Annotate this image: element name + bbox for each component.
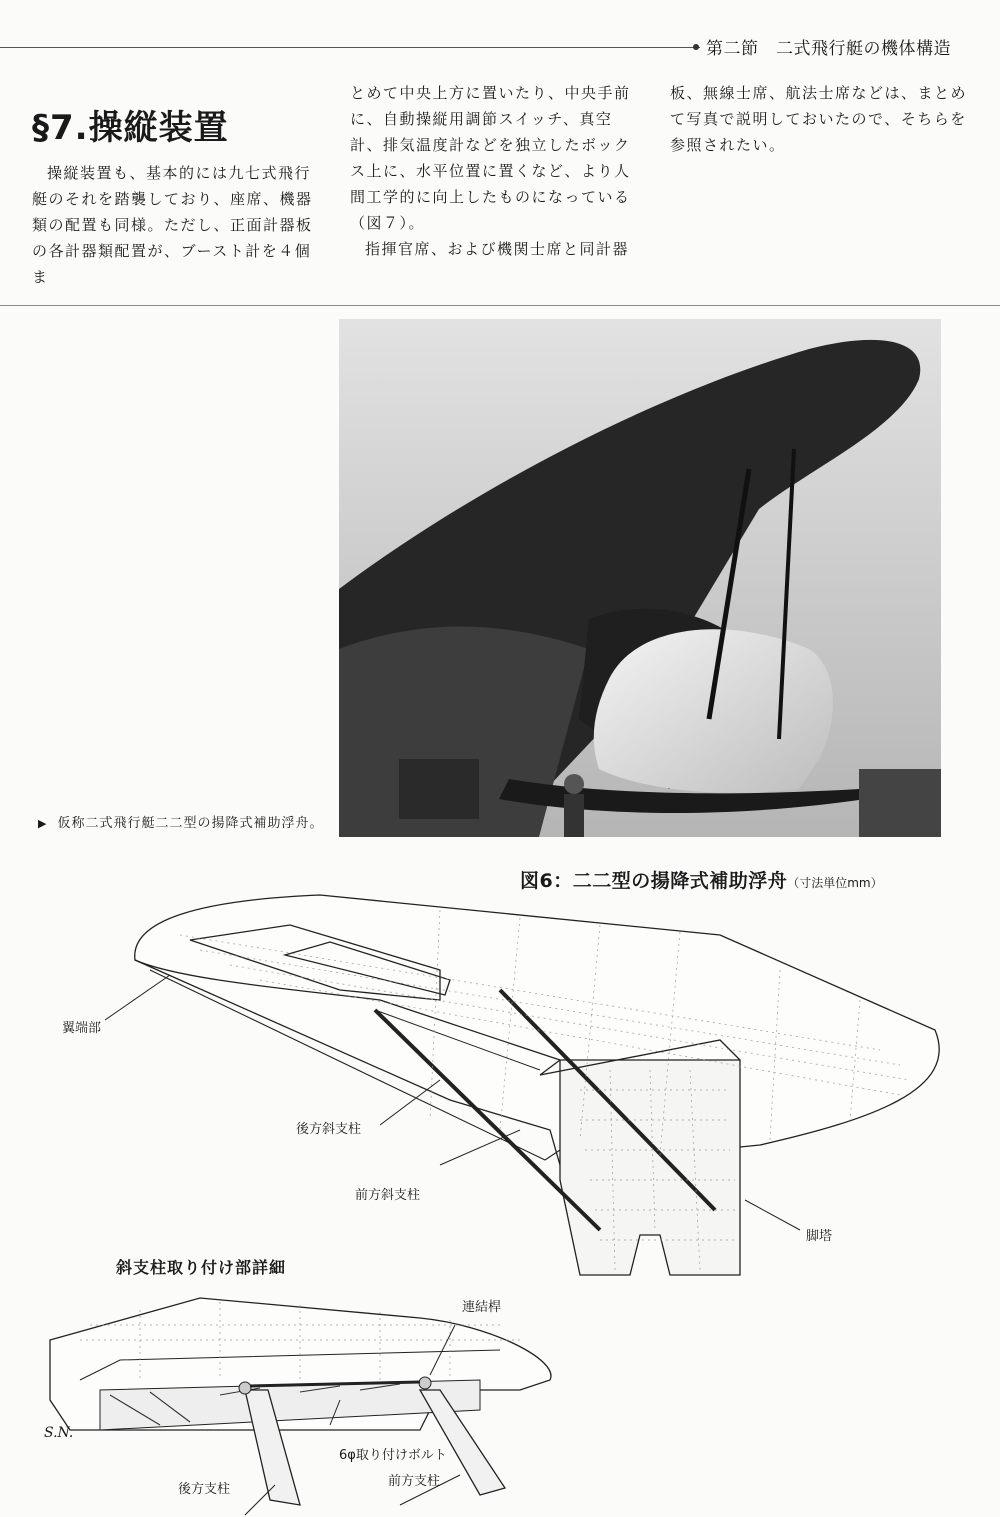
photo-caption bbox=[38, 812, 328, 835]
body-column-3 bbox=[670, 80, 970, 158]
figure-title-main: 図6：二二型の揚降式補助浮舟 bbox=[520, 870, 788, 892]
header-bullet bbox=[693, 44, 699, 50]
label-pylon: 脚塔 bbox=[806, 1229, 833, 1244]
paragraph: 操縦装置も、基本的には九七式飛行艇のそれを踏襲しており、座席、機器類の配置も同様。ただし、正面計器板の各計器類配置が、ブースト計を４個ま bbox=[32, 164, 313, 286]
section-title: §7.操縦装置 bbox=[32, 108, 229, 148]
body-column-1 bbox=[32, 160, 314, 290]
label-wingtip: 翼端部 bbox=[62, 1021, 102, 1036]
running-head: 第二節 二式飛行艇の機体構造 bbox=[706, 39, 951, 59]
strut-detail-drawing bbox=[50, 1298, 551, 1515]
paragraph: 指揮官席、および機関士席と同計器 bbox=[365, 240, 630, 258]
detail-title: 斜支柱取り付け部詳細 bbox=[116, 1258, 287, 1277]
figure-unit-note: （寸法単位mm） bbox=[787, 876, 883, 890]
label-front-diagonal-strut: 前方斜支柱 bbox=[355, 1188, 421, 1203]
float-technical-drawing bbox=[0, 880, 1000, 1517]
label-rear-strut: 後方支柱 bbox=[178, 1482, 231, 1497]
label-link-rod: 連結桿 bbox=[462, 1300, 502, 1315]
section-divider bbox=[0, 305, 1000, 306]
caption-marker: ▶ bbox=[38, 817, 48, 830]
header-rule bbox=[0, 47, 700, 48]
pylon-outline bbox=[560, 1060, 740, 1275]
label-mounting-bolt: 6φ取り付けボルト bbox=[339, 1448, 447, 1463]
label-rear-diagonal-strut: 後方斜支柱 bbox=[296, 1122, 362, 1137]
paragraph: とめて中央上方に置いたり、中央手前に、自動操縦用調節スイッチ、真空計、排気温度計などを独立したボックス上に、水平位置に置くなど、より人間工学的に向上したものになっている（図７）。 bbox=[350, 84, 631, 232]
float-photograph bbox=[339, 319, 941, 837]
label-front-strut: 前方支柱 bbox=[388, 1474, 441, 1489]
illustrator-signature: S.N. bbox=[44, 1425, 74, 1441]
body-column-2 bbox=[350, 80, 634, 262]
paragraph: 板、無線士席、航法士席などは、まとめて写真で説明しておいたので、そちらを参照されたい。 bbox=[670, 84, 968, 154]
caption-text: 仮称二式飛行艇二二型の揚降式補助浮舟。 bbox=[57, 816, 324, 831]
